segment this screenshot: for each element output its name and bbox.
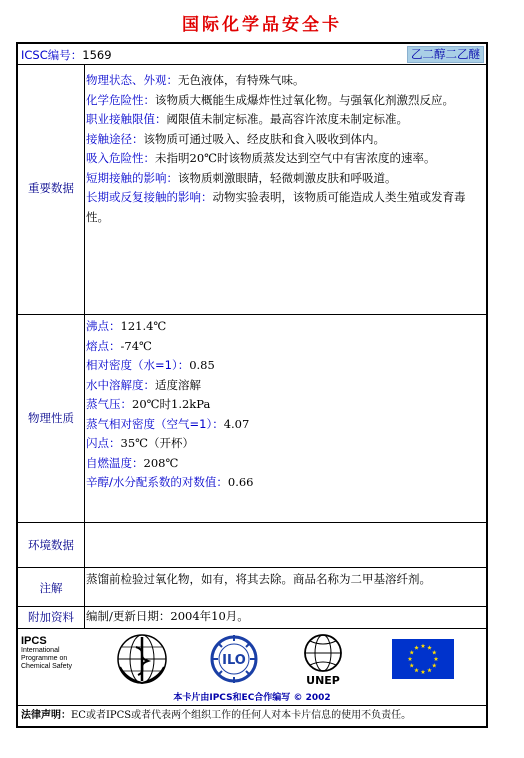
chemical-name: 乙二醇二乙醚 (407, 46, 484, 63)
who-logo-icon (116, 633, 168, 685)
property-line: 熔点：-74℃ (86, 338, 152, 353)
property-line: 相对密度（水=1）：0.85 (86, 358, 215, 372)
footer-logos (18, 629, 486, 705)
property-line: 短期接触的影响：该物质刺激眼睛，轻微刺激皮肤和呼吸道。 (86, 170, 397, 185)
card-title: 国际化学品安全卡 (182, 15, 342, 35)
property-line: 蒸气相对密度（空气=1）：4.07 (86, 416, 250, 431)
ilo-text: ILO (222, 653, 246, 668)
physical-properties-content (86, 317, 484, 493)
legal-label: 法律声明： (21, 710, 71, 721)
icsc-number (21, 47, 112, 63)
section-label: 环境数据 (28, 538, 74, 552)
additional-info-section (18, 607, 486, 628)
legal-section (18, 706, 486, 726)
property-line: 闪点：35℃（开杯） (86, 436, 194, 450)
legal-statement (21, 709, 411, 723)
unep-text: UNEP (306, 674, 340, 687)
property-line: 自燃温度：208℃ (86, 455, 179, 470)
card-frame (16, 42, 488, 728)
section-label: 物理性质 (28, 411, 74, 425)
property-line: 蒸气压：20℃时1.2kPa (86, 397, 211, 411)
ipcs-line: Programme on (21, 655, 68, 662)
property-line: 吸入危险性：未指明20℃时该物质蒸发达到空气中有害浓度的速率。 (86, 151, 436, 165)
icsc-label: ICSC编号： (21, 48, 83, 62)
eu-flag-icon (392, 639, 454, 679)
header-row (18, 44, 486, 64)
important-data-content (86, 71, 484, 227)
ipcs-title: IPCS (21, 635, 47, 647)
section-label: 注解 (39, 581, 63, 595)
property-line: 沸点：121.4℃ (86, 319, 167, 333)
additional-info-content: 编制/更新日期：2004年10月。 (86, 609, 249, 623)
ilo-logo-icon (210, 633, 258, 685)
property-line: 辛醇/水分配系数的对数值：0.66 (86, 475, 254, 489)
property-line: 物理状态、外观：无色液体，有特殊气味。 (86, 73, 305, 87)
property-line: 职业接触限值：阈限值未制定标准。最高容许浓度未制定标准。 (86, 112, 408, 126)
icsc-value: 1569 (82, 48, 112, 62)
important-data-section (18, 65, 486, 314)
footer-credit: 本卡片由IPCS和EC合作编写 © 2002 (173, 693, 331, 703)
section-label: 附加资料 (28, 610, 74, 624)
section-label: 重要数据 (28, 181, 74, 195)
notes-section (18, 568, 486, 606)
property-line: 水中溶解度：适度溶解 (86, 377, 201, 392)
property-line: 化学危险性：该物质大概能生成爆炸性过氧化物。与强氧化剂激烈反应。 (86, 92, 454, 107)
property-line: 接触途径：该物质可通过吸入、经皮肤和食入吸收到体内。 (86, 131, 385, 146)
legal-text: EC或者IPCS或者代表两个组织工作的任何人对本卡片信息的使用不负责任。 (71, 710, 412, 721)
property-line: 长期或反复接触的影响：动物实验表明，该物质可能造成人类生殖或发育毒性。 (86, 190, 466, 224)
unep-logo-icon (300, 633, 346, 687)
ipcs-line: International (21, 647, 60, 654)
ipcs-line: Chemical Safety (21, 663, 72, 670)
physical-properties-section (18, 315, 486, 522)
environmental-data-section (18, 523, 486, 567)
notes-content: 蒸馏前检验过氧化物，如有，将其去除。商品名称为二甲基溶纤剂。 (86, 572, 431, 586)
ipcs-block (21, 635, 72, 671)
